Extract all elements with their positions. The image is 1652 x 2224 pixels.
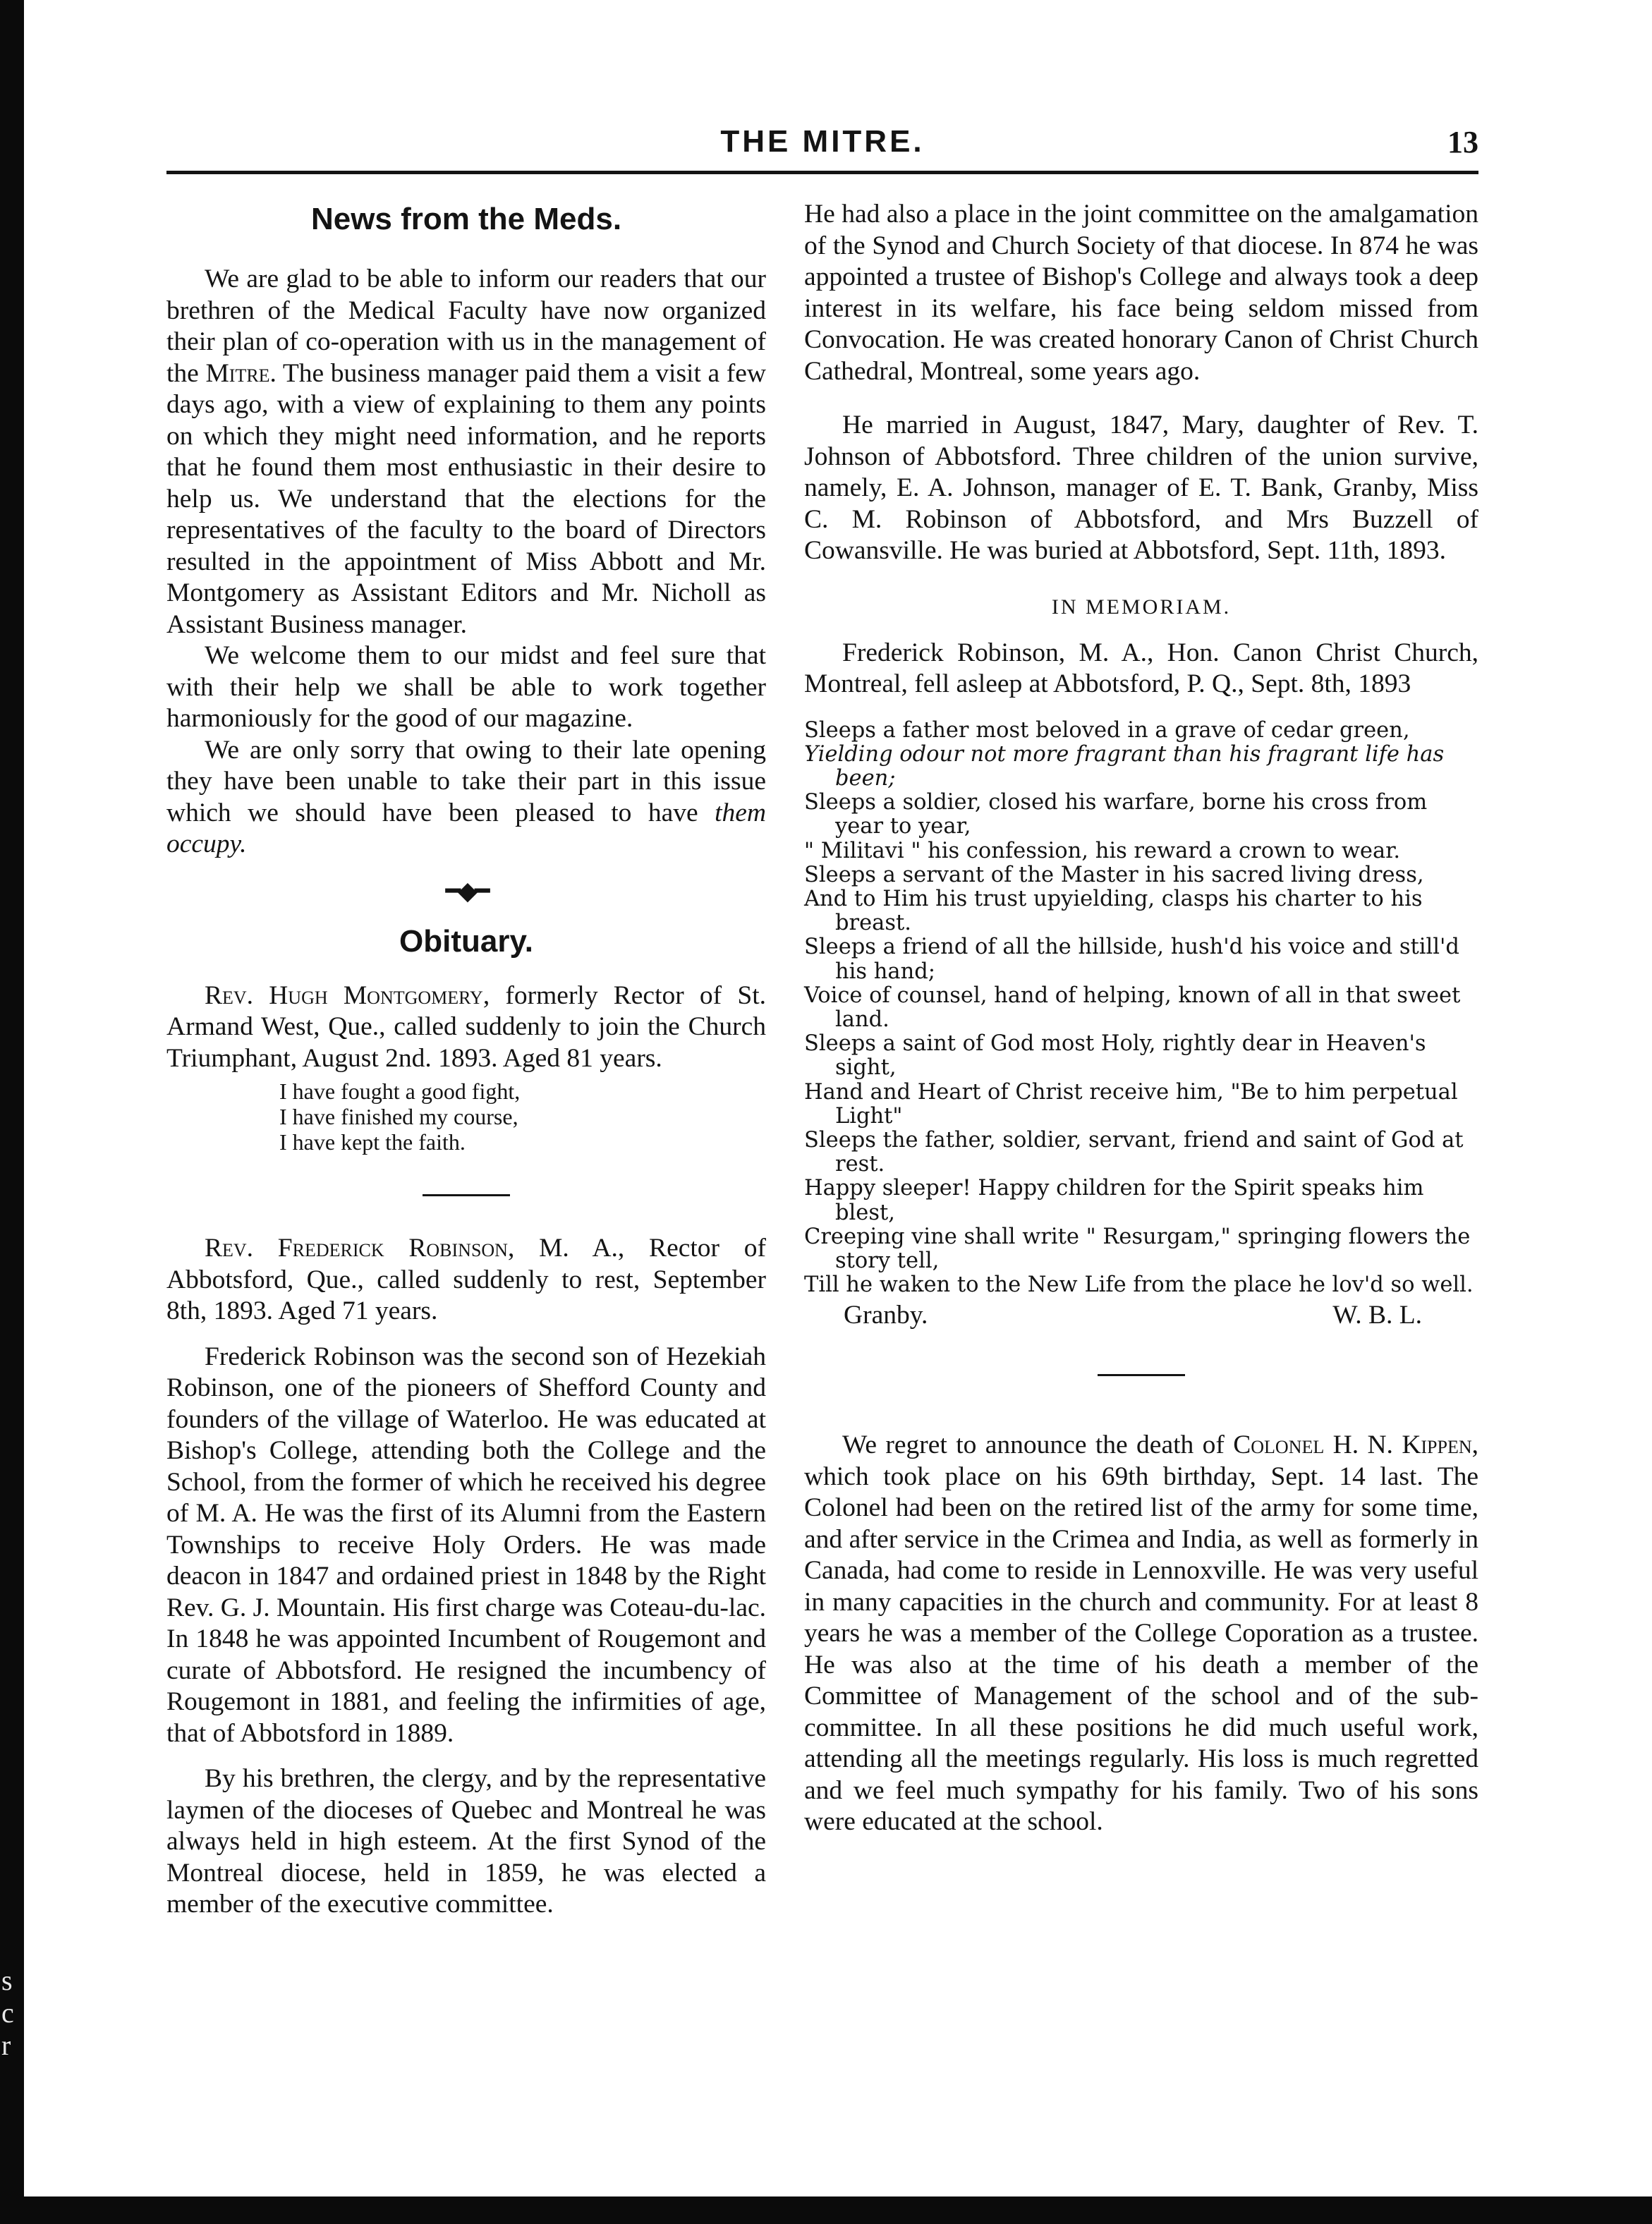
signature-place: Granby. [844,1301,928,1330]
page-header [166,124,1478,168]
robinson-name: Rev. Frederick Robinson, [205,1234,515,1263]
poem-line: Hand and Heart of Christ receive him, "Be to him perpetual Light" [804,1079,1458,1129]
divider-rule [1098,1374,1185,1376]
news-paragraph-1 [166,264,766,640]
poem-line: Sleeps a father most beloved in a grave of cedar green, [804,717,1410,743]
memoriam-heading: IN MEMORIAM. [1051,595,1232,619]
right-column [804,190,1478,1838]
robinson-bio-4: He married in August, 1847, Mary, daughter of Rev. T. Johnson of Abbotsford. Three children of the union survive, namely, E. A. Johnson, manager of E. T. Bank, Granby, Miss C. M. Robinson of Abbotsford, and Mrs Buzzell of Cowansville. He was buried at Abbotsford, Sept. 11th, 1893. [804,411,1478,565]
poem-line: Happy sleeper! Happy children for the Spirit speaks him blest, [804,1176,1424,1225]
header-rule [166,171,1478,174]
poem-line: Creeping vine shall write " Resurgam," springing flowers the story tell, [804,1224,1471,1273]
memorial-poem [804,719,1478,1298]
poem-signature [804,1300,1478,1330]
kippen-notice [804,1430,1478,1838]
margin-characters [1,1964,18,2062]
poem-line: Sleeps the father, soldier, servant, friend and saint of God at rest. [804,1127,1464,1177]
verse-line: I have fought a good fight, [279,1078,521,1104]
kippen-text: which took place on his 69th birthday, Sept. 14 last. The Colonel had been on the retired list of the army for some time, and after service in the Crimea and India, as well as formerly in Canada, had come to reside in Lennoxville. He was very useful in many capacities in the church and community. For at least 8 years he was a member of the College Coporation as a trustee. He was also at the time of his death a member of the Committee of Management of the school and of the sub-committee. In all these positions he did much useful work, attending all the meetings regularly. His loss is much regretted and we feel much sympathy for his family. Two of his sons were educated at the school. [804,1462,1478,1837]
poem-line: Yielding odour not more fragrant than his fragrant life has been; [804,741,1445,791]
poem-line: Voice of counsel, hand of helping, known of all in that sweet land. [804,983,1461,1032]
poem-line: Sleeps a saint of God most Holy, rightly dear in Heaven's sight, [804,1031,1426,1081]
obituary-heading: Obituary. [399,923,533,959]
margin-char: s [1,1964,13,1996]
news-paragraph-3 [166,735,766,861]
news-p1-text-end: . The business manager paid them a visit a few days ago, with a view of explaining to them any points on which they might need information, and he reports that he found them most enthusiastic in their desire to help us. We understand that the elections for the representatives of the faculty to the board of Directors resulted in the appointment of Miss Abbott and Mr. Montgomery as Assistant Editors and Mr. Nicholl as Assistant Business manager. [166,358,766,639]
poem-line: And to Him his trust upyielding, clasps his charter to his breast. [804,886,1423,936]
robinson-bio-3: He had also a place in the joint committee on the amalgamation of the Synod and Church Society of that diocese. In 874 he was appointed a trustee of Bishop's College and always took a deep interest in its welfare, his face being seldom missed from Convocation. He was created honorary Canon of Christ Church Cathedral, Montreal, some years ago. [804,200,1478,386]
verse-line: I have kept the faith. [279,1129,466,1155]
news-p1-text: We are glad to be able to inform our readers that our brethren of the Medical Faculty have now organized their plan of co-operation with us in the management of the [166,265,766,388]
memoriam-intro: Frederick Robinson, M. A., Hon. Canon Christ Church, Montreal, fell asleep at Abbotsford, P. Q., Sept. 8th, 1893 [804,638,1478,698]
section-ornament: ━◆━ [445,876,487,905]
margin-char: c [1,1997,14,2029]
running-title: THE MITRE. [720,124,925,159]
left-column [166,190,766,1921]
binding-edge [0,0,24,2224]
kippen-name: Colonel H. N. Kippen, [1233,1430,1479,1460]
page-number: 13 [1447,125,1478,159]
poem-line: " Militavi " his confession, his reward a crown to wear. [804,838,1401,863]
poem-line: Sleeps a servant of the Master in his sacred living dress, [804,862,1424,887]
poem-line: Sleeps a friend of all the hillside, hush'd his voice and still'd his hand; [804,935,1459,984]
robinson-text: M. A., Rector of Abbotsford, Que., called suddenly to rest, September 8th, 1893. Aged 71 years. [166,1234,766,1325]
scan-bottom-bar [0,2196,1652,2224]
kippen-text-start: We regret to announce the death of [842,1430,1234,1460]
divider-rule [423,1194,510,1196]
scripture-verse [166,1078,766,1155]
mitre-name: Mitre [205,358,270,388]
signature-initials: W. B. L. [1332,1301,1422,1330]
poem-line: Till he waken to the New Life from the place he lov'd so well. [804,1272,1474,1298]
robinson-bio-2: By his brethren, the clergy, and by the representative laymen of the dioceses of Quebec and Montreal he was always held in high esteem. At the first Synod of the Montreal diocese, held in 1859, he was elected a member of the executive committee. [166,1764,766,1919]
poem-line: Sleeps a soldier, closed his warfare, borne his cross from year to year, [804,790,1428,839]
robinson-bio-1: Frederick Robinson was the second son of Hezekiah Robinson, one of the pioneers of Shefford County and founders of the village of Waterloo. He was educated at Bishop's College, attending both the College and the School, from the former of which he received his degree of M. A. He was the first of its Alumni from the Eastern Townships to receive Holy Orders. He was made deacon in 1847 and ordained priest in 1848 by the Right Rev. G. J. Mountain. His first charge was Coteau-du-lac. In 1848 he was appointed Incumbent of Rougemont and curate of Abbotsford. He resigned the incumbency of Rougemont in 1881, and feeling the infirmities of age, that of Abbotsford in 1889. [166,1342,766,1748]
news-paragraph-2: We welcome them to our midst and feel sure that with their help we shall be able to work together harmoniously for the good of our magazine. [166,641,766,733]
robinson-notice [166,1233,766,1327]
news-p3-text: We are only sorry that owing to their late opening they have been unable to take their part in this issue which we should have been pleased to have [166,735,766,827]
montgomery-text: formerly Rector of St. Armand West, Que., called suddenly to join the Church Triumphant, August 2nd. 1893. Aged 81 years. [166,980,766,1073]
news-heading: News from the Meds. [310,202,622,236]
margin-char: r [1,2029,11,2061]
montgomery-notice [166,980,766,1075]
news-p3-italic: them occupy. [166,798,766,858]
verse-line: I have finished my course, [279,1104,518,1129]
montgomery-name: Rev. Hugh Montgomery, [205,980,490,1010]
